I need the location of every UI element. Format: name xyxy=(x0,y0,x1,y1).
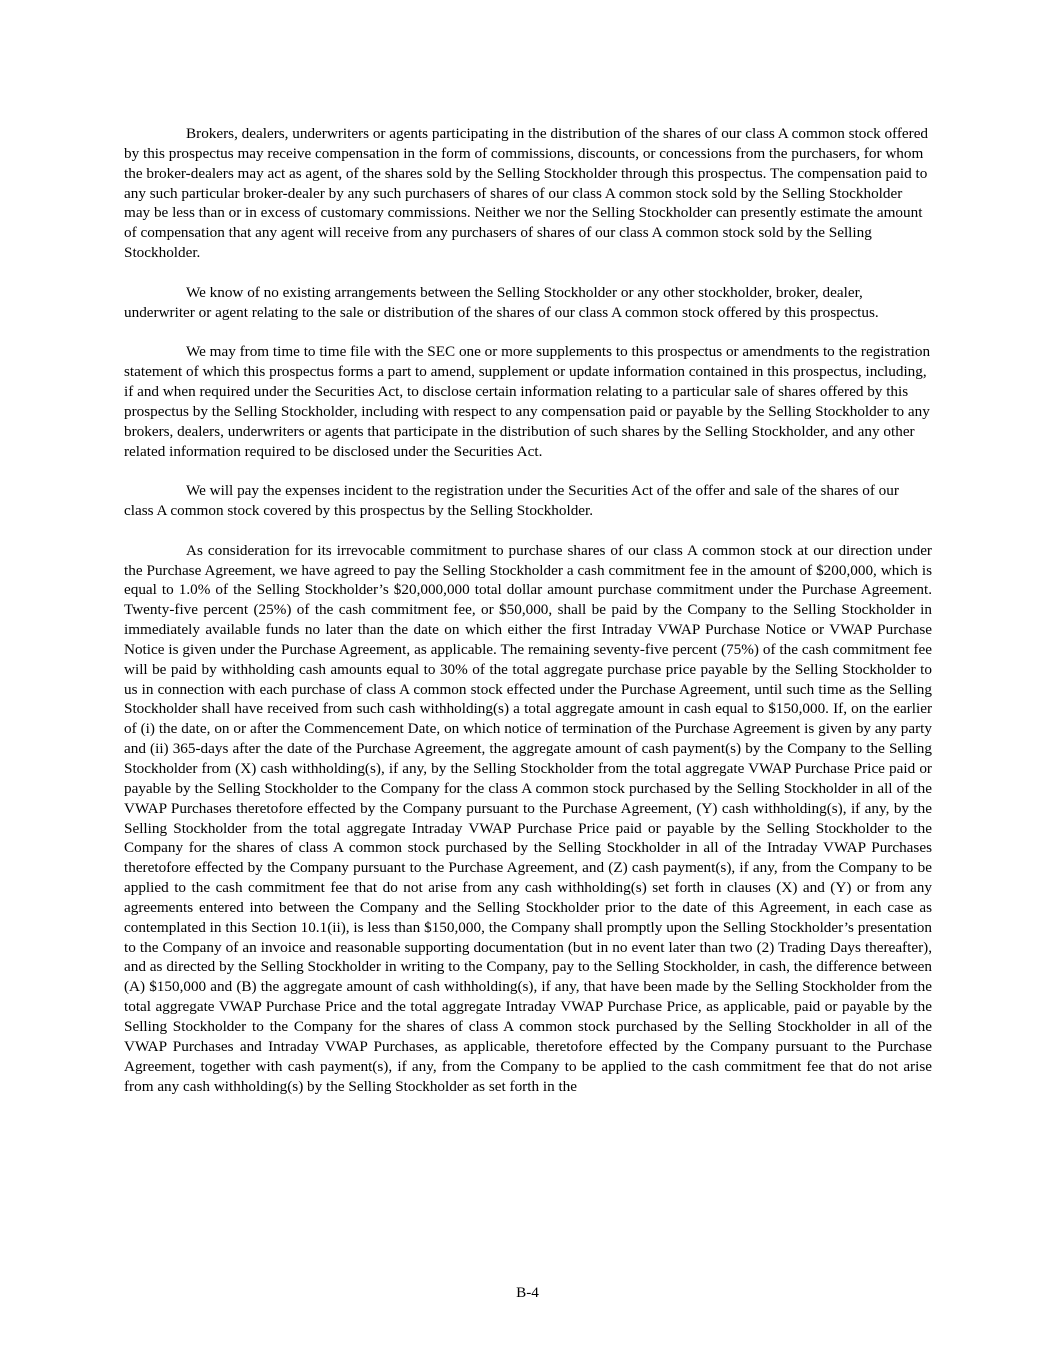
paragraph-commitment-fee: As consideration for its irrevocable commitment to purchase shares of our class A common stock at our direction under the Purchase Agreement, we have agreed to pay the Selling Stockholder a cash commitment fee in the amount of $200,000, which is equal to 1.0% of the Selling Stockholder’s $20,000,000 total dollar amount purchase commitment under the Purchase Agreement. Twenty-five percent (25%) of the cash commitment fee, or $50,000, shall be paid by the Company to the Selling Stockholder in immediately available funds no later than the date on which either the first Intraday VWAP Purchase Notice or VWAP Purchase Notice is given under the Purchase Agreement, as applicable. The remaining seventy-five percent (75%) of the cash commitment fee will be paid by withholding cash amounts equal to 30% of the total aggregate purchase price payable by the Selling Stockholder to us in connection with each purchase of class A common stock effected under the Purchase Agreement, until such time as the Selling Stockholder shall have received from such cash withholding(s) a total aggregate amount in cash equal to $150,000. If, on the earlier of (i) the date, on or after the Commencement Date, on which notice of termination of the Purchase Agreement is given by any party and (ii) 365-days after the date of the Purchase Agreement, the aggregate amount of cash payment(s) by the Company to the Selling Stockholder from (X) cash withholding(s), if any, by the Selling Stockholder from the total aggregate VWAP Purchase Price paid or payable by the Selling Stockholder to the Company for the class A common stock purchased by the Selling Stockholder in all of the VWAP Purchases theretofore effected by the Company pursuant to the Purchase Agreement, (Y) cash withholding(s), if any, by the Selling Stockholder from the total aggregate Intraday VWAP Purchase Price paid or payable by the Selling Stockholder to the Company for the shares of class A common stock purchased by the Selling Stockholder in all of the Intraday VWAP Purchases theretofore effected by the Company pursuant to the Purchase Agreement, and (Z) cash payment(s), if any, from the Company to be applied to the cash commitment fee that do not arise from any cash withholding(s) set forth in clauses (X) and (Y) or from any agreements entered into between the Company and the Selling Stockholder prior to the date of this Agreement, in each case as contemplated in this Section 10.1(ii), is less than $150,000, the Company shall promptly upon the Selling Stockholder’s presentation to the Company of an invoice and reasonable supporting documentation (but in no event later than two (2) Trading Days thereafter), and as directed by the Selling Stockholder in writing to the Company, pay to the Selling Stockholder, in cash, the difference between (A) $150,000 and (B) the aggregate amount of cash withholding(s), if any, that have been made by the Selling Stockholder from the total aggregate VWAP Purchase Price and the total aggregate Intraday VWAP Purchase Price, as applicable, paid or payable by the Selling Stockholder to the Company for the shares of class A common stock purchased by the Selling Stockholder in all of the VWAP Purchases and Intraday VWAP Purchases, as applicable, theretofore effected by the Company pursuant to the Purchase Agreement, together with cash payment(s), if any, from the Company to be applied to the cash commitment fee that do not arise from any cash withholding(s) by the Selling Stockholder as set forth in the xyxy=(124,541,932,1095)
paragraph-no-arrangements: We know of no existing arrangements between the Selling Stockholder or any other stockholder, broker, dealer, underwriter or agent relating to the sale or distribution of the shares of our class A common stock offered by this prospectus. xyxy=(124,283,879,321)
document-page xyxy=(124,124,932,1096)
paragraph-supplements: We may from time to time file with the SEC one or more supplements to this prospectus or amendments to the registration statement of which this prospectus forms a part to amend, supplement or update information contained in this prospectus, including, if and when required under the Securities Act, to disclose certain information relating to a particular sale of shares offered by this prospectus by the Selling Stockholder, including with respect to any compensation paid or payable by the Selling Stockholder to any brokers, dealers, underwriters or agents that participate in the distribution of such shares by the Selling Stockholder, and any other related information required to be disclosed under the Securities Act. xyxy=(124,343,931,460)
paragraph-expenses: We will pay the expenses incident to the registration under the Securities Act of the offer and sale of the shares of our class A common stock covered by this prospectus by the Selling Stockholder. xyxy=(124,482,899,520)
page-number: B-4 xyxy=(516,1284,539,1301)
paragraph-broker-compensation: Brokers, dealers, underwriters or agents participating in the distribution of the shares of our class A common stock offered by this prospectus may receive compensation in the form of commissions, discounts, or concessions from the purchasers, for whom the broker-dealers may act as agent, of the shares sold by the Selling Stockholder through this prospectus. The compensation paid to any such particular broker-dealer by any such purchasers of shares of our class A common stock sold by the Selling Stockholder may be less than or in excess of customary commissions. Neither we nor the Selling Stockholder can presently estimate the amount of compensation that any agent will receive from any purchasers of shares of our class A common stock sold by the Selling Stockholder. xyxy=(124,125,929,262)
